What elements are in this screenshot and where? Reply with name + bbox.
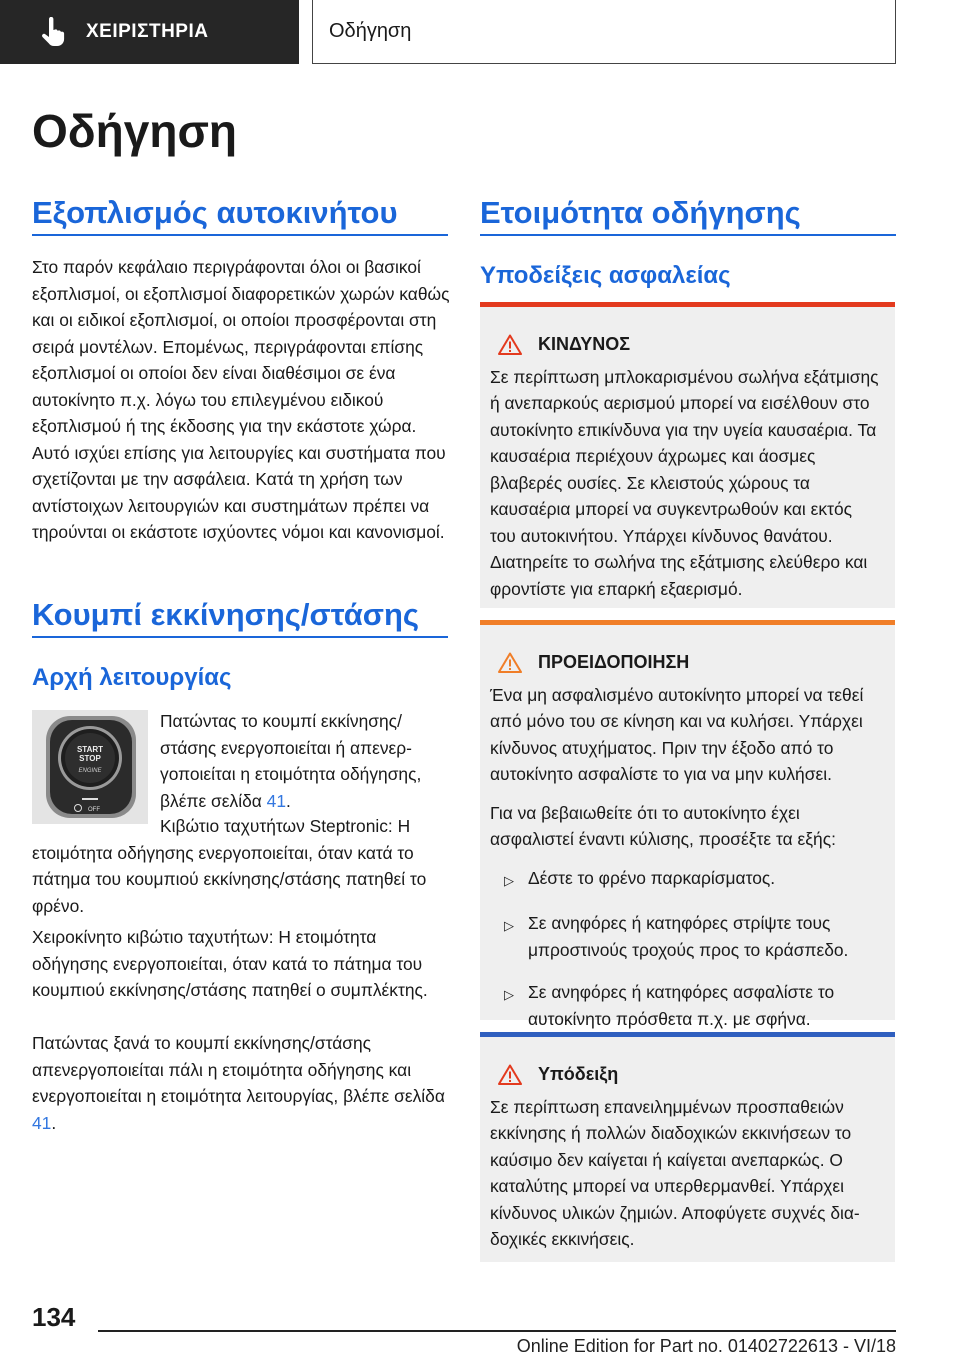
warning-text-1: Ένα μη ασφαλισμένο αυτοκίνητο μπορεί να τεθεί από μόνο του σε κίνηση και να κυλήσει. Υπάρχει κίνδυνος ατυχήματος. Πριν την έξοδο από το αυτοκίνητο ασφαλίστε το για να μην κυλήσει. — [490, 684, 864, 784]
heading-driving-readiness: Ετοιμότητα οδήγησης — [480, 195, 801, 230]
button-label-off: OFF — [88, 807, 100, 813]
button-label-start: START — [76, 745, 104, 754]
heading-rule — [32, 234, 448, 236]
note-text: Σε περίπτωση επανειλημμένων προσπαθειών εκκίνησης ή πολλών διαδοχικών εκκινήσεων το καύσιμο δεν καίγεται ή καίγεται ανεπαρκώς. Ο καταλύτης μπορεί να υπερθερμανθεί. Υπάρχει κίνδυνος υλικών ζημιών. Αποφύγετε συχνές διαδοχικές εκκινήσεις. — [490, 1096, 860, 1249]
warning-box — [480, 620, 895, 1029]
note-title: Υπόδειξη — [538, 1064, 619, 1084]
page-link-41[interactable]: 41 — [266, 790, 286, 811]
chapter-tab-label: ΧΕΙΡΙΣΤΗΡΙΑ — [86, 21, 209, 42]
warning-triangle-icon — [498, 334, 522, 355]
danger-box — [480, 302, 895, 608]
list-item: ▷ Δέστε το φρένο παρκαρίσματος. — [490, 865, 879, 895]
warning-text-2: Για να βεβαιωθείτε ότι το αυτοκίνητο έχει ασφαλιστεί έναντι κύλισης, προσέξτε τα εξής: — [490, 802, 836, 849]
edition-text: Online Edition for Part no. 01402722613 - VI/18 — [516, 1336, 896, 1356]
heading-safety-notes: Υποδείξεις ασφαλείας — [480, 262, 731, 289]
heading-rule — [480, 234, 896, 236]
heading-start-stop-button: Κουμπί εκκίνησης/στάσης — [32, 597, 420, 632]
heading-equipment: Εξοπλισμός αυτοκινήτου — [32, 195, 398, 230]
list-item: ▷ Σε ανηφόρες ή κατηφόρες ασφαλίστε το αυτοκίνητο πρόσθετα π.χ. με σφήνα. — [490, 979, 879, 1032]
warning-triangle-icon — [498, 652, 522, 673]
section-header — [312, 0, 896, 64]
heading-rule — [32, 636, 448, 638]
hand-pointer-icon — [40, 17, 66, 47]
paragraph-press-again: Πατώντας ξανά το κουμπί εκκίνησης/στάσης απενεργοποιείται πάλι η ετοιμότητα οδήγησης και ενεργοποιείται η ετοιμότητα λειτουργίας, βλέπε σελίδα 41. — [32, 1033, 445, 1133]
button-label-engine: ENGINE — [78, 768, 102, 774]
list-item: ▷ Σε ανηφόρες ή κατηφόρες στρίψτε τους μπροστινούς τροχούς προς το κράσπεδο. — [490, 910, 879, 963]
danger-text: Σε περίπτωση μπλοκαρισμένου σωλήνα εξάτμισης ή ανεπαρκούς αερισμού μπορεί να εισέλθουν στο αυτοκίνητο επικίνδυνα για την υγεία καυσαέρια. Τα καυσαέρια περιέχουν άχρωμες και άοσμες βλαβερές ουσίες. Σε κλειστούς χώρους τα καυσαέρια μπορεί να συγκεντρωθούν και εκτός του αυτοκινήτου. Υπάρχει κίνδυνος θανάτου. Διατηρείτε το σωλήνα της εξάτμισης ελεύθερο και φροντίστε για επαρκή εξαερισμό. — [490, 366, 879, 599]
start-stop-button-image — [32, 710, 148, 824]
page-title: Οδήγηση — [32, 105, 238, 157]
paragraph-press-button: Πατώντας το κουμπί εκκίνησης/στάσης ενεργοποιείται ή απενεργοποιείται η ετοιμότητα οδήγησης, βλέπε σελίδα 41. — [160, 711, 422, 811]
warning-title: ΠΡΟΕΙΔΟΠΟΙΗΣΗ — [538, 652, 690, 672]
paragraph-equipment: Στο παρόν κεφάλαιο περιγράφονται όλοι οι βασικοί εξοπλισμοί, οι εξοπλισμοί διαφορετικών χωρών καθώς και οι ειδικοί εξοπλισμοί, οι οποίοι προσφέρονται στη σειρά μοντέλων. Επομένως, περιγράφονται επίσης εξοπλισμοί οι οποίοι δεν είναι διαθέσιμοι σε ένα αυτοκίνητο π.χ. λόγω του επιλεγμένου ειδικού εξοπλισμού ή της έκδοσης για την εκάστοτε χώρα. Αυτό ισχύει επίσης για λειτουργίες και συστήματα που σχετίζονται με την ασφάλεια. Κατά τη χρήση των αντίστοιχων λειτουργιών και συστημάτων πρέπει να τηρούνται οι εκάστοτε ισχύοντες νόμοι και κανονισμοί. — [32, 257, 450, 542]
heading-operation-principle: Αρχή λειτουργίας — [32, 664, 232, 691]
page-number: 134 — [32, 1302, 76, 1332]
page-link-41[interactable]: 41 — [32, 1112, 52, 1133]
paragraph-manual-gearbox: Χειροκίνητο κιβώτιο ταχυτήτων: Η ετοιμότητα οδήγησης ενεργοποιείται, όταν κατά το πάτημα του κουμπιού εκκίνησης/στάσης πατηθεί ο συμπλέκτης. — [32, 927, 428, 1000]
triangle-bullet-icon: ▷ — [504, 872, 514, 888]
button-label-stop: STOP — [79, 754, 101, 763]
chapter-tab[interactable] — [0, 0, 299, 64]
section-title: Οδήγηση — [329, 20, 412, 42]
paragraph-steptronic: Κιβώτιο ταχυτήτων Steptronic: Η ετοιμότητα οδήγησης ενεργοποιείται, όταν κατά το πάτημα του κουμπιού εκκίνησης/στάσης πατηθεί το φρένο. — [32, 816, 427, 916]
warning-triangle-icon — [498, 1064, 522, 1085]
triangle-bullet-icon: ▷ — [504, 918, 514, 933]
warning-list — [490, 865, 879, 1033]
triangle-bullet-icon: ▷ — [504, 987, 514, 1002]
footer-rule — [98, 1330, 896, 1332]
note-box — [480, 1032, 895, 1262]
danger-title: ΚΙΝΔΥΝΟΣ — [538, 334, 631, 354]
